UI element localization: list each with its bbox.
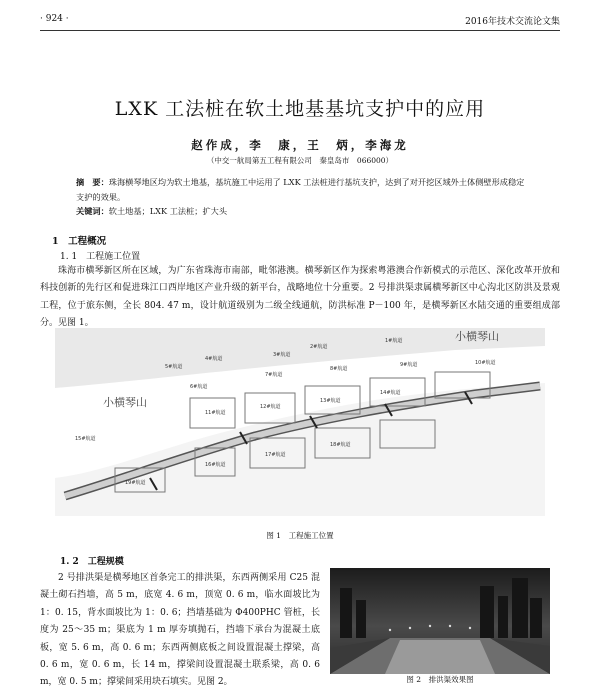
map-label-channel-17: 17#航道 (265, 452, 286, 458)
map-label-channel-9: 9#航道 (400, 362, 418, 368)
map-label-channel-10: 10#航道 (475, 360, 496, 366)
map-label-channel-6: 6#航道 (190, 384, 208, 390)
paragraph-1-2: 2 号排洪渠是横琴地区首条完工的排洪渠，东西两侧采用 C25 混凝土砌石挡墙，高 5 m，底宽 4. 6 m，顶宽 0. 6 m，临水面坡比为 1：0. 15，背水面坡比为 1：0. 6；挡墙基础为 Φ400PHC 管桩，长度为 25～35 m；渠底为 1 m 厚夯填抛石，挡墙下承台为混凝土底板，宽 5. 6 m，高 0. 6 m；东西两侧底板之间设置混凝土撑梁，高 0. 6 m，宽 0. 6 m，长 14 m，撑梁间设置混凝土联系梁，高 0. 6 m，宽 0. 5 m；撑梁间采用块石填实。见图 2。 (40, 573, 320, 688)
keywords-text: 软土地基；LXK 工法桩；扩大头 (108, 206, 228, 216)
figure-2-render (330, 568, 550, 674)
map-label-channel-3: 3#航道 (273, 352, 291, 358)
map-label-channel-16: 16#航道 (205, 462, 226, 468)
abstract (76, 175, 528, 205)
map-label-channel-14: 14#航道 (380, 390, 401, 396)
map-label-channel-5: 5#航道 (165, 364, 183, 370)
subsection-heading-1-1: 1. 1 工程施工位置 (60, 252, 141, 262)
journal-name: 2016年技术交流论文集 (465, 17, 560, 27)
map-label-channel-12: 12#航道 (260, 404, 281, 410)
map-label-channel-1: 1#航道 (385, 338, 403, 344)
affiliation: （中交一航局第五工程有限公司 秦皇岛市 066000） (206, 156, 394, 165)
author-list: 赵作成，李 康，王 炳，李海龙 (191, 138, 409, 152)
keywords (76, 206, 528, 217)
subsection-heading-1-2: 1. 2 工程规模 (60, 557, 124, 567)
page-number: · 924 · (40, 14, 69, 24)
header-rule (40, 30, 560, 31)
abstract-text: 珠海横琴地区均为软土地基，基坑施工中运用了 LXK 工法桩进行基坑支护，达到了对开挖区域外土体侧壁形成稳定支护的效果。 (76, 177, 525, 202)
map-label-mountain-left: 小横琴山 (103, 396, 147, 409)
map-label-channel-18: 18#航道 (330, 442, 351, 448)
figure-1-caption: 图 1 工程施工位置 (266, 531, 334, 540)
map-label-channel-2: 2#航道 (310, 344, 328, 350)
paragraph-1-1: 珠海市横琴新区所在区域，为广东省珠海市南部，毗邻港澳。横琴新区作为探索粤港澳合作新模式的示范区、深化改革开放和科技创新的先行区和促进珠江口西岸地区产业升级的新平台，战略地位十分重要。2 号排洪渠隶属横琴新区中心沟北区防洪及景观工程，位于旅东侧，全长 804. 47 m，设计航道级别为二级全线通航，防洪标准 P－100 年，是横琴新区水陆交通的重要组成部分。见图 1。 (40, 266, 560, 329)
figure-2-caption: 图 2 排洪渠效果图 (406, 675, 474, 684)
map-label-channel-13: 13#航道 (320, 398, 341, 404)
figure-1-map (55, 328, 545, 516)
map-label-channel-7: 7#航道 (265, 372, 283, 378)
map-label-channel-11: 11#航道 (205, 410, 226, 416)
map-label-channel-8: 8#航道 (330, 366, 348, 372)
paper-title: LXK 工法桩在软土地基基坑支护中的应用 (114, 98, 486, 120)
map-label-mountain-right: 小横琴山 (455, 330, 499, 343)
map-label-channel-19: 19#航道 (125, 480, 146, 486)
map-label-channel-15: 15#航道 (75, 436, 96, 442)
map-label-channel-4: 4#航道 (205, 356, 223, 362)
abstract-label: 摘 要： (76, 177, 109, 187)
section-heading-1: 1 工程概况 (52, 236, 107, 247)
keywords-label: 关键词： (76, 206, 109, 216)
running-header (40, 14, 560, 30)
